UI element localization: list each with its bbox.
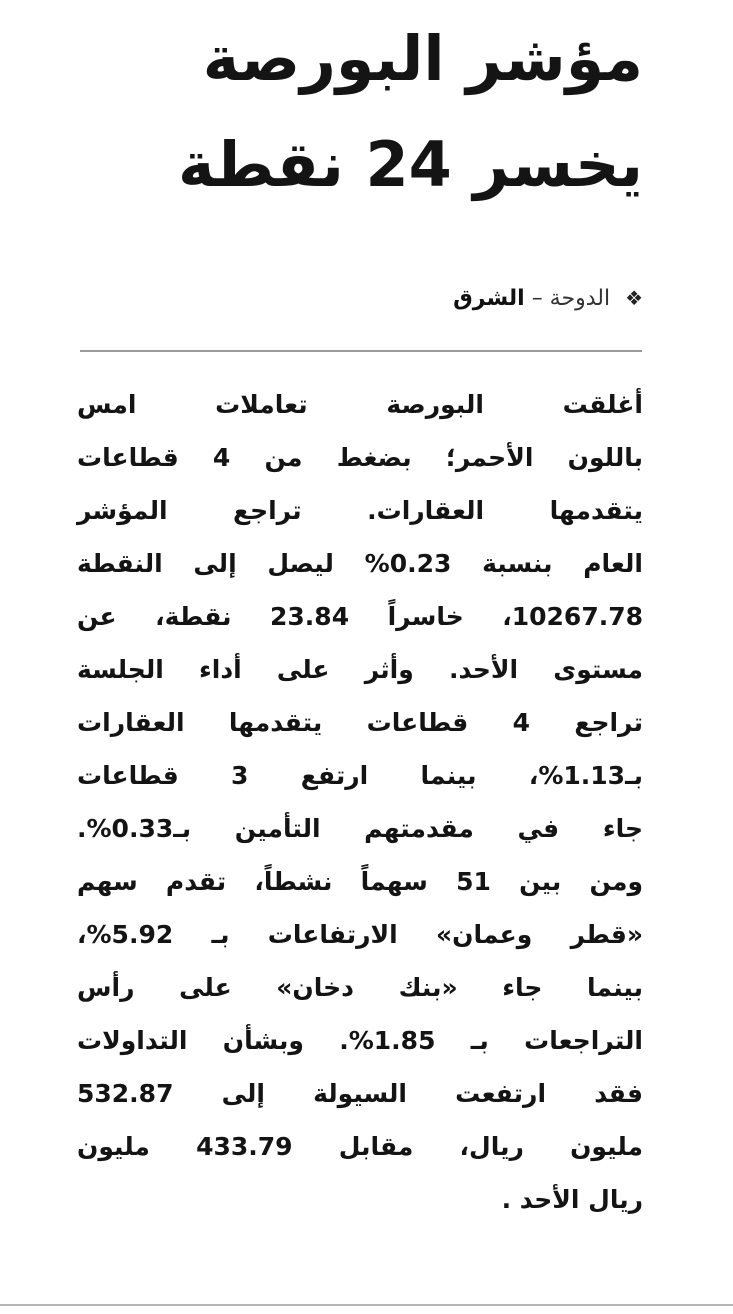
article-line: فقد ارتفعت السيولة إلى 532.87 [77,1079,643,1108]
diamond-bullet-icon: ❖ [625,286,643,310]
headline-line-2: يخسر 24 نقطة [178,128,643,201]
article-line: العام بنسبة 0.23% ليصل إلى النقطة [77,549,643,578]
article-line: ريال الأحد . [501,1185,643,1214]
footer-divider [0,1304,733,1306]
article-line: بينما جاء «بنك دخان» على رأس [77,973,643,1002]
article-line: «قطر وعمان» الارتفاعات بـ 5.92%، [77,920,643,949]
article-line: يتقدمها العقارات. تراجع المؤشر [77,496,643,525]
article-line: بـ1.13%، بينما ارتفع 3 قطاعات [77,761,643,790]
article-line: مليون ريال، مقابل 433.79 مليون [77,1132,643,1161]
header-divider [80,350,642,352]
article-line: أغلقت البورصة تعاملات امس [77,390,643,419]
article-line: باللون الأحمر؛ بضغط من 4 قطاعات [77,443,643,472]
article-line: التراجعات بـ 1.85%. وبشأن التداولات [77,1026,644,1055]
byline-source: الشرق [453,286,525,311]
article-line: ومن بين 51 سهماً نشطاً، تقدم سهم [77,867,643,896]
byline-location: الدوحة – [531,286,611,311]
headline [43,6,643,218]
article-line: 10267.78، خاسراً 23.84 نقطة، عن [77,602,644,631]
article-line: تراجع 4 قطاعات يتقدمها العقارات [77,708,643,737]
article-line: مستوى الأحد. وأثر على أداء الجلسة [77,655,643,684]
article-line: جاء في مقدمتهم التأمين بـ0.33%. [77,814,643,843]
headline-line-1: مؤشر البورصة [202,22,643,95]
byline [453,278,643,319]
article-body [77,378,643,1226]
